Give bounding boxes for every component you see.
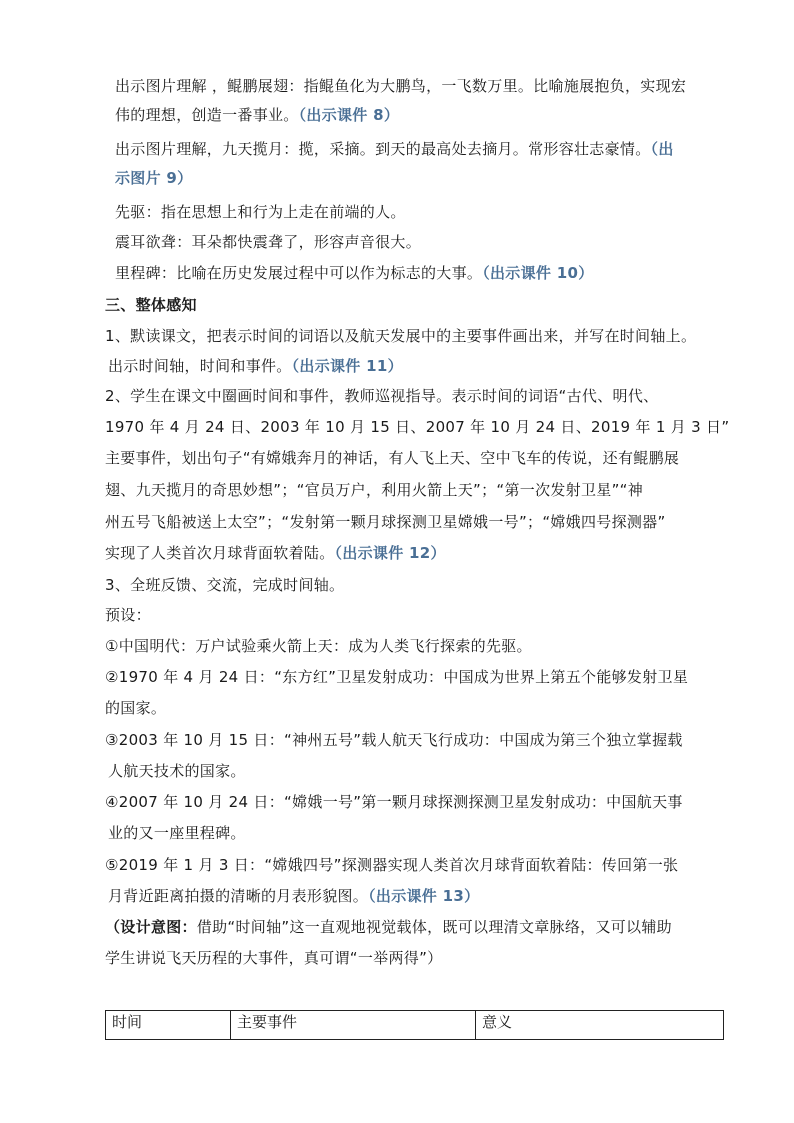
step-2: 2、学生在课文中圈画时间和事件，教师巡视指导。表示时间的词语“古代、明代、 [105, 387, 659, 405]
timeline-item-4-cont: 业的又一座里程碑。 [108, 824, 246, 842]
paragraph-jiutian: 出示图片理解，九天揽月：揽，采摘。到天的最高处去摘月。常形容壮志豪情。（出 [115, 140, 674, 158]
header-time: 时间 [106, 1011, 231, 1040]
timeline-item-3-cont: 人航天技术的国家。 [108, 762, 246, 780]
table-header-row [106, 1011, 724, 1040]
paragraph-xianqu: 先驱：指在思想上和行为上走在前端的人。 [115, 203, 406, 221]
step-2-events-4: 实现了人类首次月球背面软着陆。（出示课件 12） [105, 544, 446, 562]
courseware-note: （出示课件 8） [298, 106, 400, 124]
step-3: 3、全班反馈、交流，完成时间轴。 [105, 576, 345, 594]
preset-label: 预设： [105, 606, 151, 624]
courseware-note: （出示课件 11） [291, 357, 403, 375]
paragraph-zhener: 震耳欲聋：耳朵都快震聋了，形容声音很大。 [115, 233, 422, 251]
header-main-event: 主要事件 [231, 1011, 476, 1040]
paragraph-kunpeng: 出示图片理解 ，鲲鹏展翅：指鲲鱼化为大鹏鸟，一飞数万里。比喻施展抱负，实现宏 [115, 77, 687, 95]
courseware-note: 示图片 9） [115, 169, 193, 187]
timeline-item-5-cont: 月背近距离拍摄的清晰的月表形貌图。（出示课件 13） [108, 887, 480, 905]
step-2-events-2: 翅、九天揽月的奇思妙想”；“官员万户，利用火箭上天”；“第一次发射卫星”“神 [105, 481, 644, 499]
paragraph-kunpeng-cont: 伟的理想，创造一番事业。（出示课件 8） [115, 106, 400, 124]
step-1-cont: 出示时间轴，时间和事件。（出示课件 11） [108, 357, 403, 375]
design-intent-cont: 学生讲说飞天历程的大事件，真可谓“一举两得”） [105, 949, 443, 967]
timeline-item-5: ⑤2019 年 1 月 3 日：“嫦娥四号”探测器实现人类首次月球背面软着陆：传回第一张 [105, 856, 679, 874]
header-significance: 意义 [476, 1011, 724, 1040]
courseware-note: （出示课件 12） [334, 544, 446, 562]
courseware-note: （出示课件 13） [368, 887, 480, 905]
timeline-item-2-cont: 的国家。 [105, 699, 167, 717]
courseware-note: （出 [650, 140, 674, 158]
section-heading: 三、整体感知 [105, 296, 197, 314]
courseware-note: （出示课件 10） [482, 264, 594, 282]
timeline-item-3: ③2003 年 10 月 15 日：“神州五号”载人航天飞行成功：中国成为第三个独立掌握载 [105, 731, 683, 749]
timeline-table [105, 1010, 724, 1040]
timeline-item-4: ④2007 年 10 月 24 日：“嫦娥一号”第一颗月球探测探测卫星发射成功：中国航天事 [105, 793, 683, 811]
step-2-events-1: 主要事件，划出句子“有嫦娥奔月的神话，有人飞上天、空中飞车的传说，还有鲲鹏展 [105, 449, 680, 467]
step-2-dates: 1970 年 4 月 24 日、2003 年 10 月 15 日、2007 年 10 月 24 日、2019 年 1 月 3 日” [105, 418, 730, 436]
step-2-events-3: 州五号飞船被送上太空”；“发射第一颗月球探测卫星嫦娥一号”；“嫦娥四号探测器” [105, 513, 666, 531]
paragraph-jiutian-cont [115, 168, 192, 188]
design-intent-label: （设计意图： [105, 918, 197, 936]
design-intent: （设计意图：借助“时间轴”这一直观地视觉载体，既可以理清文章脉络，又可以辅助 [105, 918, 672, 936]
timeline-item-2: ②1970 年 4 月 24 日：“东方红”卫星发射成功：中国成为世界上第五个能够发射卫星 [105, 668, 689, 686]
step-1: 1、默读课文，把表示时间的词语以及航天发展中的主要事件画出来，并写在时间轴上。 [105, 327, 697, 345]
paragraph-lichengbei: 里程碑：比喻在历史发展过程中可以作为标志的大事。（出示课件 10） [115, 264, 594, 282]
timeline-item-1: ①中国明代：万户试验乘火箭上天：成为人类飞行探索的先驱。 [105, 637, 532, 655]
